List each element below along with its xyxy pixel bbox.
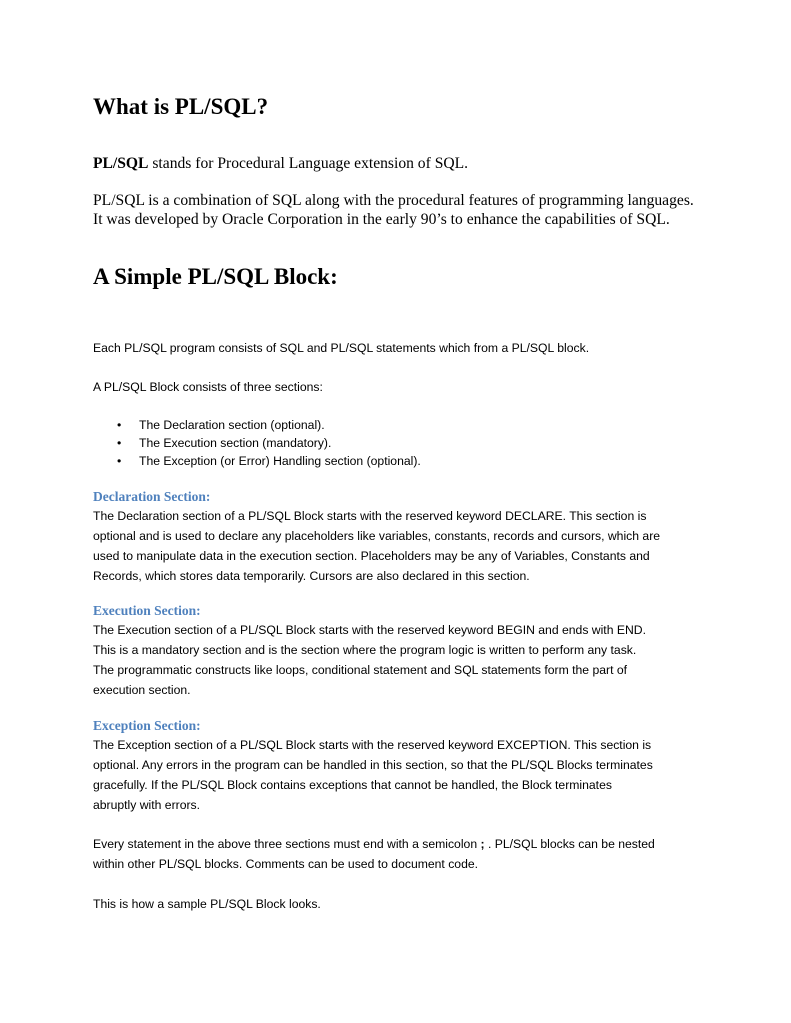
block-intro-paragraph: Each PL/SQL program consists of SQL and PL/SQL statements which from a PL/SQL block. [93,341,590,355]
list-item-text: The Exception (or Error) Handling section (optional). [139,454,421,468]
execution-paragraph [93,620,708,700]
list-item-text: The Execution section (mandatory). [139,436,332,450]
sections-list [93,416,421,470]
paragraph-line: used to manipulate data in the execution section. Placeholders may be any of Variables, Constants and [93,549,650,563]
list-item [93,452,421,470]
description-line: It was developed by Oracle Corporation in the early 90’s to enhance the capabilities of SQL. [93,210,670,228]
list-item-text: The Declaration section (optional). [139,418,325,432]
sections-intro-paragraph: A PL/SQL Block consists of three sections: [93,380,323,394]
paragraph-line: gracefully. If the PL/SQL Block contains exceptions that cannot be handled, the Block terminates [93,778,612,792]
paragraph-line: optional. Any errors in the program can be handled in this section, so that the PL/SQL Blocks terminates [93,758,653,772]
exception-paragraph [93,735,708,815]
sample-intro-paragraph: This is how a sample PL/SQL Block looks. [93,897,321,911]
intro-term: PL/SQL [93,155,149,172]
bullet-icon: • [117,454,122,468]
paragraph-line: The Execution section of a PL/SQL Block starts with the reserved keyword BEGIN and ends with END. [93,623,646,637]
paragraph-line: The Declaration section of a PL/SQL Block starts with the reserved keyword DECLARE. This section is [93,509,647,523]
list-item [93,434,421,452]
paragraph-line: The Exception section of a PL/SQL Block starts with the reserved keyword EXCEPTION. This section is [93,738,652,752]
note-text: Every statement in the above three sections must end with a semicolon [93,837,481,851]
paragraph-line: The programmatic constructs like loops, conditional statement and SQL statements form the part of [93,663,628,677]
bullet-icon: • [117,418,122,432]
semicolon-note-paragraph [93,834,708,874]
paragraph-line [93,834,708,854]
exception-heading: Exception Section: [93,718,201,733]
declaration-heading: Declaration Section: [93,489,211,504]
page-title: What is PL/SQL? [93,94,269,119]
intro-definition: stands for Procedural Language extension of SQL. [148,155,469,172]
intro-paragraph [93,155,468,174]
paragraph-line: optional and is used to declare any placeholders like variables, constants, records and cursors, which are [93,529,661,543]
list-item [93,416,421,434]
section-title: A Simple PL/SQL Block: [93,264,338,289]
paragraph-line: This is a mandatory section and is the section where the program logic is written to perform any task. [93,643,637,657]
bullet-icon: • [117,436,122,450]
description-paragraph [93,192,694,229]
note-text: . PL/SQL blocks can be nested [484,837,655,851]
declaration-paragraph [93,506,708,586]
execution-heading: Execution Section: [93,603,201,618]
paragraph-line: abruptly with errors. [93,798,201,812]
semicolon-symbol: ; [480,837,485,851]
paragraph-line: within other PL/SQL blocks. Comments can be used to document code. [93,857,479,871]
paragraph-line: Records, which stores data temporarily. Cursors are also declared in this section. [93,569,530,583]
paragraph-line: execution section. [93,683,191,697]
description-line: PL/SQL is a combination of SQL along with the procedural features of programming languages. [93,192,694,209]
